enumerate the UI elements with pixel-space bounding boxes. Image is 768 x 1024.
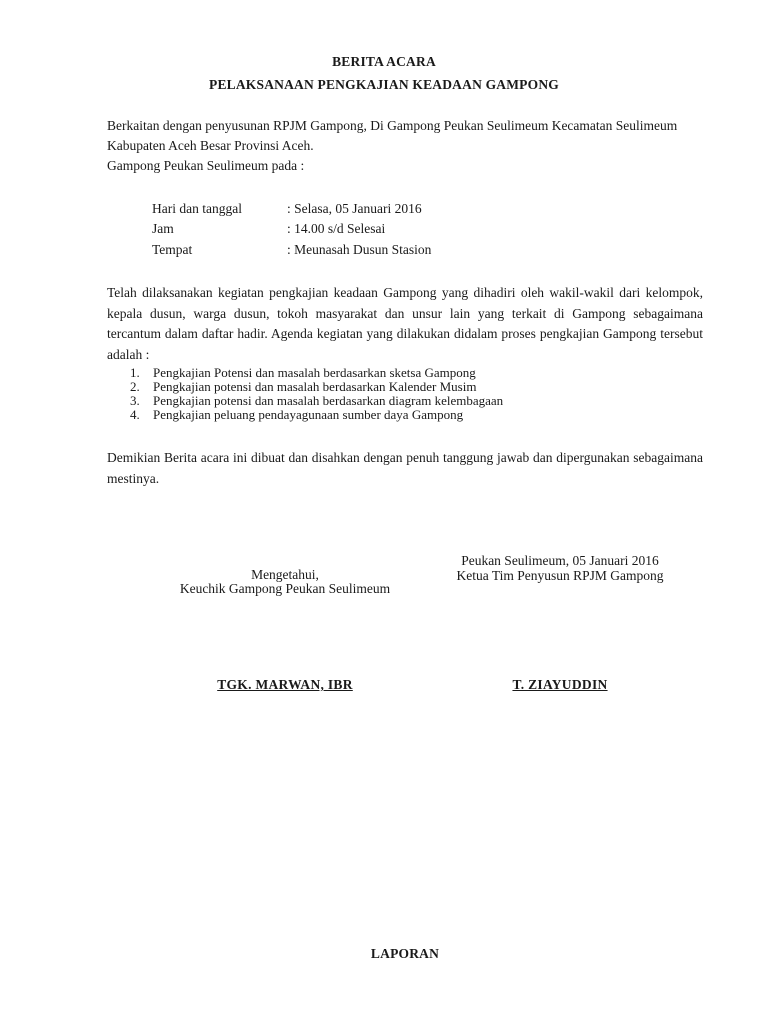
- detail-value-time: : 14.00 s/d Selesai: [287, 221, 386, 236]
- signature-left-name: TGK. MARWAN, IBR: [217, 677, 353, 692]
- list-item: 4. Pengkajian peluang pendayagunaan sumber daya Gampong: [130, 407, 464, 422]
- list-item: 2. Pengkajian potensi dan masalah berdasarkan Kalender Musim: [130, 379, 477, 394]
- next-section-title: LAPORAN: [370, 946, 440, 961]
- signature-right-name: T. ZIAYUDDIN: [512, 677, 608, 692]
- signature-place-date: Peukan Seulimeum, 05 Januari 2016: [461, 553, 659, 568]
- list-item: 3. Pengkajian potensi dan masalah berdasarkan diagram kelembagaan: [130, 393, 504, 408]
- detail-value-place: : Meunasah Dusun Stasion: [287, 242, 432, 257]
- body-paragraph: Telah dilaksanakan kegiatan pengkajian keadaan Gampong yang dihadiri oleh wakil-wakil dari kelompok, kepala dusun, warga dusun, tokoh masyarakat dan unsur lain yang terkait di Gampong sebagaimana tercantum dalam daftar hadir. Agenda kegiatan yang dilakukan didalam proses pengkajian Gampong tersebut adalah :: [107, 285, 703, 362]
- list-item: 1. Pengkajian Potensi dan masalah berdasarkan sketsa Gampong: [130, 365, 476, 380]
- closing-paragraph: Demikian Berita acara ini dibuat dan disahkan dengan penuh tanggung jawab dan dipergunakan sebagaimana mestinya.: [107, 450, 703, 486]
- signature-left-knowing: Mengetahui,: [251, 567, 319, 582]
- detail-value-date: : Selasa, 05 Januari 2016: [287, 201, 422, 216]
- detail-label-time: Jam: [152, 221, 174, 236]
- intro-line-3: Gampong Peukan Seulimeum pada :: [107, 158, 305, 173]
- intro-line-1: Berkaitan dengan penyusunan RPJM Gampong, Di Gampong Peukan Seulimeum Kecamatan Seulimeum: [107, 118, 678, 133]
- document-subtitle: PELAKSANAAN PENGKAJIAN KEADAAN GAMPONG: [209, 77, 559, 92]
- detail-label-date: Hari dan tanggal: [152, 201, 242, 216]
- signature-right-role: Ketua Tim Penyusun RPJM Gampong: [456, 568, 664, 583]
- document-title: BERITA ACARA: [332, 54, 436, 69]
- intro-line-2: Kabupaten Aceh Besar Provinsi Aceh.: [107, 138, 314, 153]
- agenda-list: [130, 366, 690, 426]
- signature-left-role: Keuchik Gampong Peukan Seulimeum: [179, 581, 391, 596]
- detail-label-place: Tempat: [152, 242, 193, 257]
